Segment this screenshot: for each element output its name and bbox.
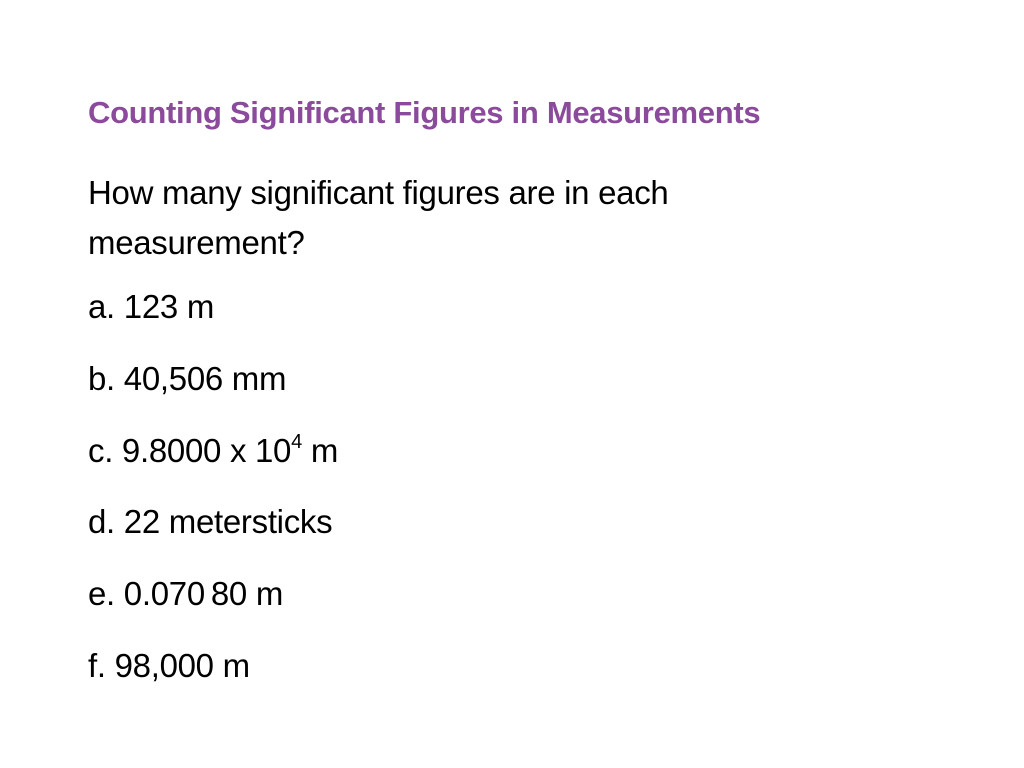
slide-title: Counting Significant Figures in Measurements (88, 95, 761, 130)
measurement-item-a: a. 123 m (88, 288, 215, 325)
measurement-item-c-unit: m (301, 432, 339, 469)
measurement-item-f: f. 98,000 m (88, 647, 250, 684)
question-text: How many significant figures are in each measurement? (88, 174, 669, 261)
measurement-item-b: b. 40,506 mm (88, 360, 287, 397)
measurement-item-d: d. 22 metersticks (88, 503, 333, 540)
measurement-item-e (88, 574, 283, 614)
measurement-item-c-base: c. 9.8000 x 10 (88, 432, 292, 469)
measurement-item-c-exponent: 4 (291, 431, 302, 453)
measurement-item-e-part2: 80 m (210, 575, 284, 612)
measurement-item-e-part1: e. 0.070 (88, 575, 205, 612)
measurement-item-c (88, 431, 338, 471)
